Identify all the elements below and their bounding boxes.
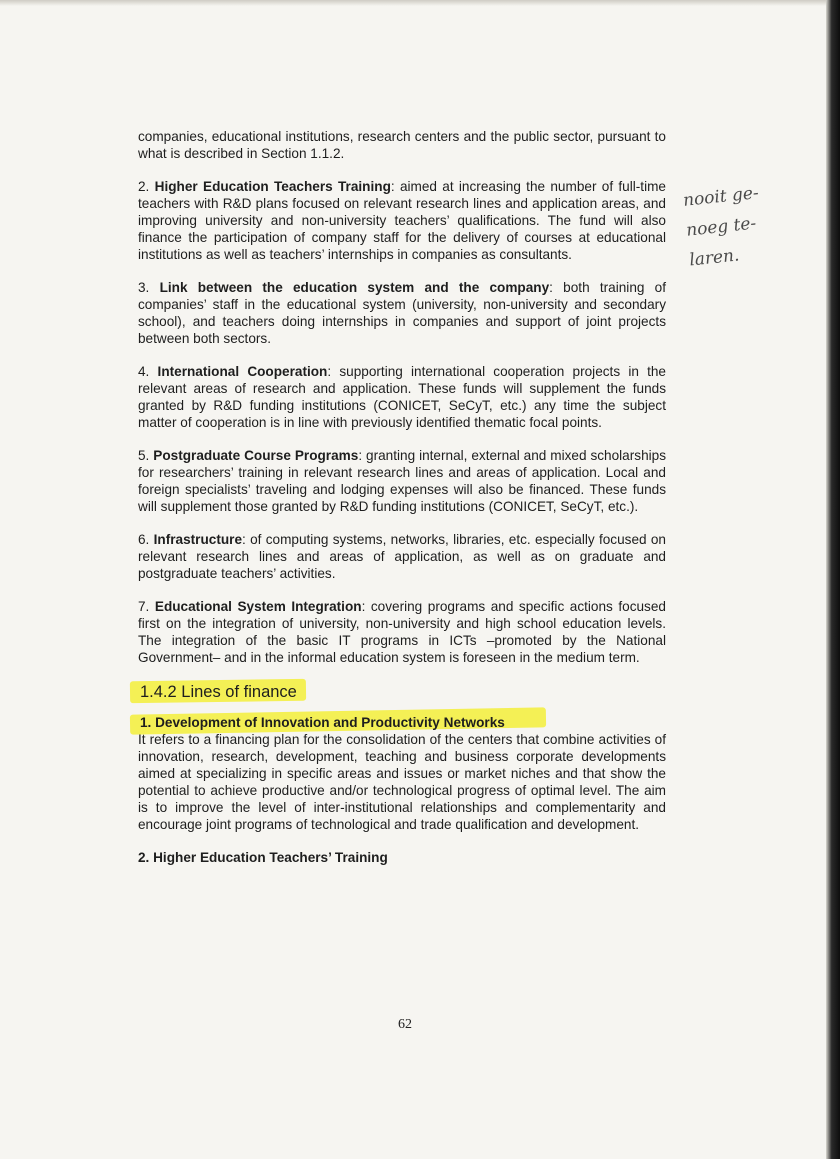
item-title: International Cooperation [157,364,328,379]
item-title: Postgraduate Course Programs [153,448,359,463]
item-title: Link between the education system and the company [159,280,550,295]
item-text: : both training of companies’ staff in the educational system (university, non-university and secondary school), and teachers doing internships in companies and support of joint projects between both sectors. [138,280,667,346]
item-text: : supporting international cooperation projects in the relevant areas of research and application. These funds will supplement the funds granted by R&D funding institutions (CONICET, SeCyT, etc.) any time the subject matter of cooperation is in line with previously identified thematic focal points. [138,364,666,430]
item-text: : aimed at increasing the number of full-time teachers with R&D plans focused on relevant research lines and application areas, and improving university and non-university teachers’ qualifications. The fund will also finance the participation of company staff for the delivery of courses at educational institutions as well as teachers’ internships in companies as consultants. [138,179,666,262]
item-title: Infrastructure [153,532,243,547]
subsection-heading-2: 2. Higher Education Teachers’ Training [138,850,388,865]
document-body [138,128,666,866]
margin-note-line: laren. [688,245,741,271]
item-number: 4. [138,364,150,379]
list-item-4 [138,363,666,431]
list-item-6 [138,531,666,582]
item-title: Higher Education Teachers Training [154,179,391,194]
margin-note-line: noeg te- [685,213,758,241]
handwritten-margin-note [682,174,801,275]
item-number: 6. [138,532,150,547]
item-number: 3. [138,280,150,295]
list-item-5 [138,447,666,515]
subsection-1-paragraph: It refers to a financing plan for the consolidation of the centers that combine activities of innovation, research, development, teaching and business corporate developments aimed at specializing in specific areas and issues or market niches and that show the potential to achieve productive and/or technological progress of optimal level. The aim is to improve the level of inter-institutional relationships and complementarity and encourage joint programs of technological and trade qualification and development. [138,732,666,832]
scan-right-edge [826,0,840,1159]
list-item-7 [138,598,666,666]
item-number: 5. [138,448,150,463]
intro-paragraph: companies, educational institutions, research centers and the public sector, pursuant to what is described in Section 1.1.2. [138,129,666,161]
section-heading-text: 1.4.2 Lines of finance [140,683,297,701]
item-text: : granting internal, external and mixed scholarships for researchers’ training in relevant research lines and areas of application. Local and foreign specialists’ traveling and lodging expenses will also be financed. These funds will supplement those granted by R&D funding institutions (CONICET, SeCyT, etc.). [138,448,667,514]
subsection-heading-1-text: 1. Development of Innovation and Productivity Networks [140,715,505,730]
item-number: 7. [138,599,150,614]
item-title: Educational System Integration [154,599,362,614]
list-item-2 [138,178,666,263]
section-heading [140,682,666,702]
list-item-3 [138,279,666,347]
page-number: 62 [398,1017,412,1032]
subsection-heading-1 [140,714,666,731]
scan-top-edge [0,0,840,6]
item-number: 2. [138,179,150,194]
margin-note-line: nooit ge- [682,183,760,211]
item-text: : covering programs and specific actions focused first on the integration of university, non-university and high school education levels. The integration of the basic IT programs in ICTs –promoted by the National Government– and in the informal education system is foreseen in the medium term. [138,599,666,665]
item-text: : of computing systems, networks, libraries, etc. especially focused on relevant research lines and areas of application, as well as on graduate and postgraduate teachers’ activities. [138,532,666,581]
